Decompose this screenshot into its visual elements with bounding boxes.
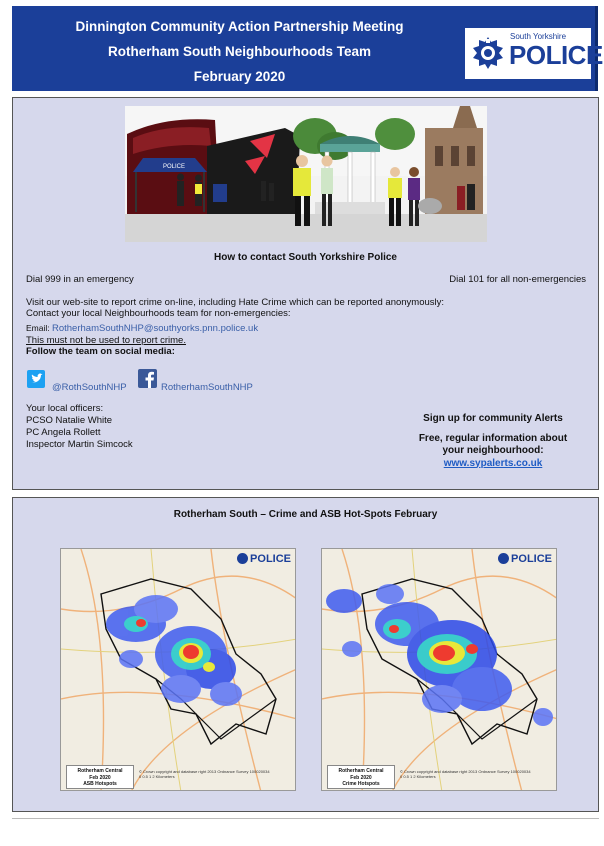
police-logo (465, 28, 603, 79)
map-label-line: Crime Hotspots (342, 781, 380, 787)
map-police-logo (237, 553, 291, 565)
map-label-line: Feb 2020 (350, 774, 372, 781)
alerts-link[interactable]: www.sypalerts.co.uk (443, 457, 543, 469)
facebook-handle[interactable]: RotherhamSouthNHP (161, 382, 253, 393)
map-label-line: Rotherham Central (338, 768, 384, 774)
header-banner (12, 6, 603, 91)
police-badge-icon (498, 553, 509, 564)
map-copyright (139, 769, 289, 789)
contact-panel (12, 97, 599, 490)
map-logo-text: POLICE (250, 553, 291, 565)
email-label: Email: (26, 323, 52, 333)
alerts-block (393, 413, 593, 470)
website-text: Visit our web-site to report crime on-line, including Hate Crime which can be reported anonymously: (26, 297, 445, 308)
map-police-logo (498, 553, 552, 565)
officers-heading: Your local officers: (26, 403, 104, 414)
map-copyright-text: © Crown copyright and database right 2013 Ordnance Survey 100020034 (400, 769, 531, 774)
community-scene-illustration (125, 106, 487, 242)
social-heading: Follow the team on social media: (26, 346, 175, 357)
hotspots-panel (12, 497, 599, 812)
map-label (66, 765, 134, 789)
logo-region: South Yorkshire (510, 32, 567, 41)
alerts-line-1: Free, regular information about (418, 432, 568, 444)
map-scale-text: 0 0.5 1 2 Kilometers (400, 774, 436, 779)
asb-hotspot-map (60, 548, 296, 791)
officer-item: Inspector Martin Simcock (26, 439, 133, 450)
asb-heatmap-image (61, 549, 296, 791)
alerts-line-2: your neighbourhood: (442, 445, 544, 456)
email-link[interactable]: RotherhamSouthNHP@southyorks.pnn.police.uk (51, 323, 259, 334)
officer-item: PC Angela Rollett (26, 427, 101, 438)
dial-999-text: Dial 999 in an emergency (26, 274, 134, 285)
crime-hotspot-map (321, 548, 557, 791)
facebook-icon[interactable] (138, 369, 157, 388)
header-title (12, 6, 467, 91)
twitter-handle[interactable]: @RothSouthNHP (52, 382, 127, 393)
police-badge-icon (237, 553, 248, 564)
twitter-icon[interactable] (27, 370, 45, 388)
map-label-line: Rotherham Central (77, 768, 123, 774)
logo-word: POLICE (509, 40, 603, 70)
crime-heatmap-image (322, 549, 557, 791)
warning-text: This must not be used to report crime. (26, 335, 186, 346)
police-badge-icon (472, 36, 504, 70)
header-line-1: Dinnington Community Action Partnership Meeting (75, 19, 404, 34)
dial-101-text: Dial 101 for all non-emergencies (449, 274, 586, 285)
alerts-heading: Sign up for community Alerts (423, 413, 563, 424)
map-copyright (400, 769, 550, 789)
email-line (26, 323, 258, 334)
map-logo-text: POLICE (511, 553, 552, 565)
page-bottom-strip (12, 818, 599, 846)
hotspots-title: Rotherham South – Crime and ASB Hot-Spots February (173, 509, 438, 520)
contact-heading: How to contact South Yorkshire Police (214, 252, 397, 263)
map-copyright-text: © Crown copyright and database right 2013 Ordnance Survey 100020034 (139, 769, 270, 774)
local-team-text: Contact your local Neighbourhoods team for non-emergencies: (26, 308, 291, 319)
map-label (327, 765, 395, 789)
gazebo-police-text: POLICE (163, 164, 186, 170)
map-scale-text: 0 0.5 1 2 Kilometers (139, 774, 175, 779)
map-label-line: Feb 2020 (89, 774, 111, 781)
header-line-2: Rotherham South Neighbourhoods Team (108, 44, 371, 59)
header-line-3: February 2020 (193, 69, 286, 84)
map-label-line: ASB Hotspots (83, 781, 117, 787)
officer-item: PCSO Natalie White (26, 415, 113, 426)
